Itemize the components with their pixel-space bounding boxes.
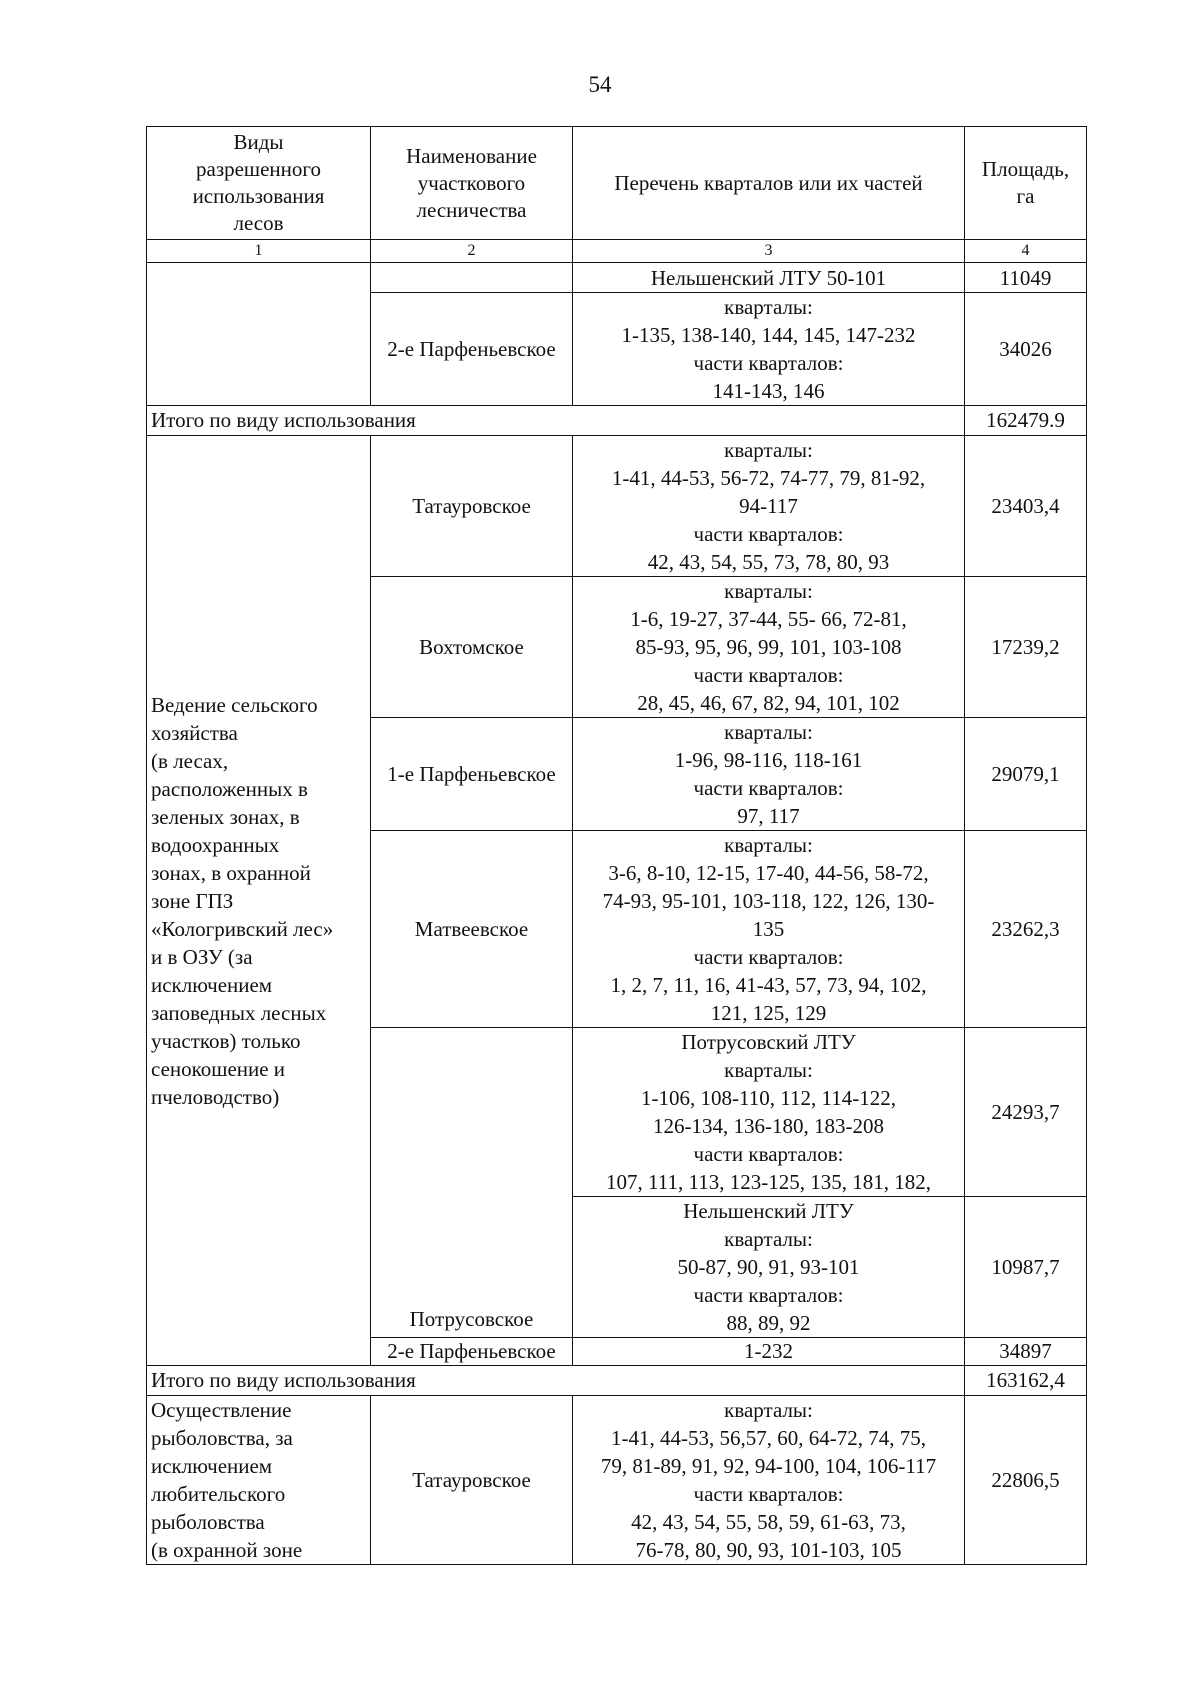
header-area: Площадь, га — [965, 127, 1087, 240]
table-row — [147, 263, 1087, 293]
forestry-cell: 2-е Парфеньевское — [371, 1338, 573, 1366]
quarters-cell: кварталы: 1-6, 19-27, 37-44, 55- 66, 72-81, 85-93, 95, 96, 99, 101, 103-108 части кварталов: 28, 45, 46, 67, 82, 94, 101, 102 — [573, 577, 965, 718]
area-cell: 24293,7 — [965, 1028, 1087, 1197]
forestry-cell: 1-е Парфеньевское — [371, 718, 573, 831]
column-number: 2 — [371, 240, 573, 263]
total-value: 163162,4 — [965, 1366, 1087, 1396]
forestry-cell: Татауровское — [371, 1396, 573, 1565]
column-number: 3 — [573, 240, 965, 263]
area-cell: 17239,2 — [965, 577, 1087, 718]
use-type-cell: Ведение сельского хозяйства (в лесах, расположенных в зеленых зонах, в водоохранных зонах, в охранной зоне ГПЗ «Кологривский лес» и в ОЗУ (за исключением заповедных лесных участков) только сенокошение и пчеловодство) — [147, 436, 371, 1366]
quarters-cell: кварталы: 1-41, 44-53, 56,57, 60, 64-72, 74, 75, 79, 81-89, 91, 92, 94-100, 104, 106-117 части кварталов: 42, 43, 54, 55, 58, 59, 61-63, 73, 76-78, 80, 90, 93, 101-103, 105 — [573, 1396, 965, 1565]
total-row — [147, 1366, 1087, 1396]
use-type-cell: Осуществление рыболовства, за исключением любительского рыболовства (в охранной зоне — [147, 1396, 371, 1565]
total-label: Итого по виду использования — [147, 406, 965, 436]
quarters-cell: кварталы: 3-6, 8-10, 12-15, 17-40, 44-56, 58-72, 74-93, 95-101, 103-118, 122, 126, 130- 135 части кварталов: 1, 2, 7, 11, 16, 41-43, 57, 73, 94, 102, 121, 125, 129 — [573, 831, 965, 1028]
header-row — [147, 127, 1087, 240]
area-cell: 10987,7 — [965, 1197, 1087, 1338]
area-cell: 23403,4 — [965, 436, 1087, 577]
area-cell: 23262,3 — [965, 831, 1087, 1028]
column-number-row — [147, 240, 1087, 263]
page-number: 54 — [588, 72, 612, 97]
header-use-type: Виды разрешенного использования лесов — [147, 127, 371, 240]
forestry-cell: Потрусовское — [371, 1028, 573, 1338]
forestry-cell — [371, 263, 573, 293]
quarters-cell: Потрусовский ЛТУ кварталы: 1-106, 108-110, 112, 114-122, 126-134, 136-180, 183-208 части кварталов: 107, 111, 113, 123-125, 135, 181, 182, — [573, 1028, 965, 1197]
header-forestry: Наименование участкового лесничества — [371, 127, 573, 240]
area-cell: 22806,5 — [965, 1396, 1087, 1565]
table-row — [147, 1396, 1087, 1565]
forestry-cell: Матвеевское — [371, 831, 573, 1028]
use-type-cell — [147, 263, 371, 406]
forestry-cell: 2-е Парфеньевское — [371, 293, 573, 406]
quarters-cell: Нельшенский ЛТУ кварталы: 50-87, 90, 91, 93-101 части кварталов: 88, 89, 92 — [573, 1197, 965, 1338]
area-cell: 29079,1 — [965, 718, 1087, 831]
forestry-cell: Татауровское — [371, 436, 573, 577]
table-row — [147, 436, 1087, 577]
area-cell: 34897 — [965, 1338, 1087, 1366]
total-value: 162479.9 — [965, 406, 1087, 436]
quarters-cell: кварталы: 1-96, 98-116, 118-161 части кварталов: 97, 117 — [573, 718, 965, 831]
area-cell: 34026 — [965, 293, 1087, 406]
total-row — [147, 406, 1087, 436]
quarters-cell: 1-232 — [573, 1338, 965, 1366]
total-label: Итого по виду использования — [147, 1366, 965, 1396]
forestry-cell: Вохтомское — [371, 577, 573, 718]
area-cell: 11049 — [965, 263, 1087, 293]
quarters-cell: Нельшенский ЛТУ 50-101 — [573, 263, 965, 293]
quarters-cell: кварталы: 1-135, 138-140, 144, 145, 147-232 части кварталов: 141-143, 146 — [573, 293, 965, 406]
header-quarters: Перечень кварталов или их частей — [573, 127, 965, 240]
forest-use-table — [146, 126, 1087, 1565]
column-number: 4 — [965, 240, 1087, 263]
column-number: 1 — [147, 240, 371, 263]
quarters-cell: кварталы: 1-41, 44-53, 56-72, 74-77, 79, 81-92, 94-117 части кварталов: 42, 43, 54, 55, 73, 78, 80, 93 — [573, 436, 965, 577]
